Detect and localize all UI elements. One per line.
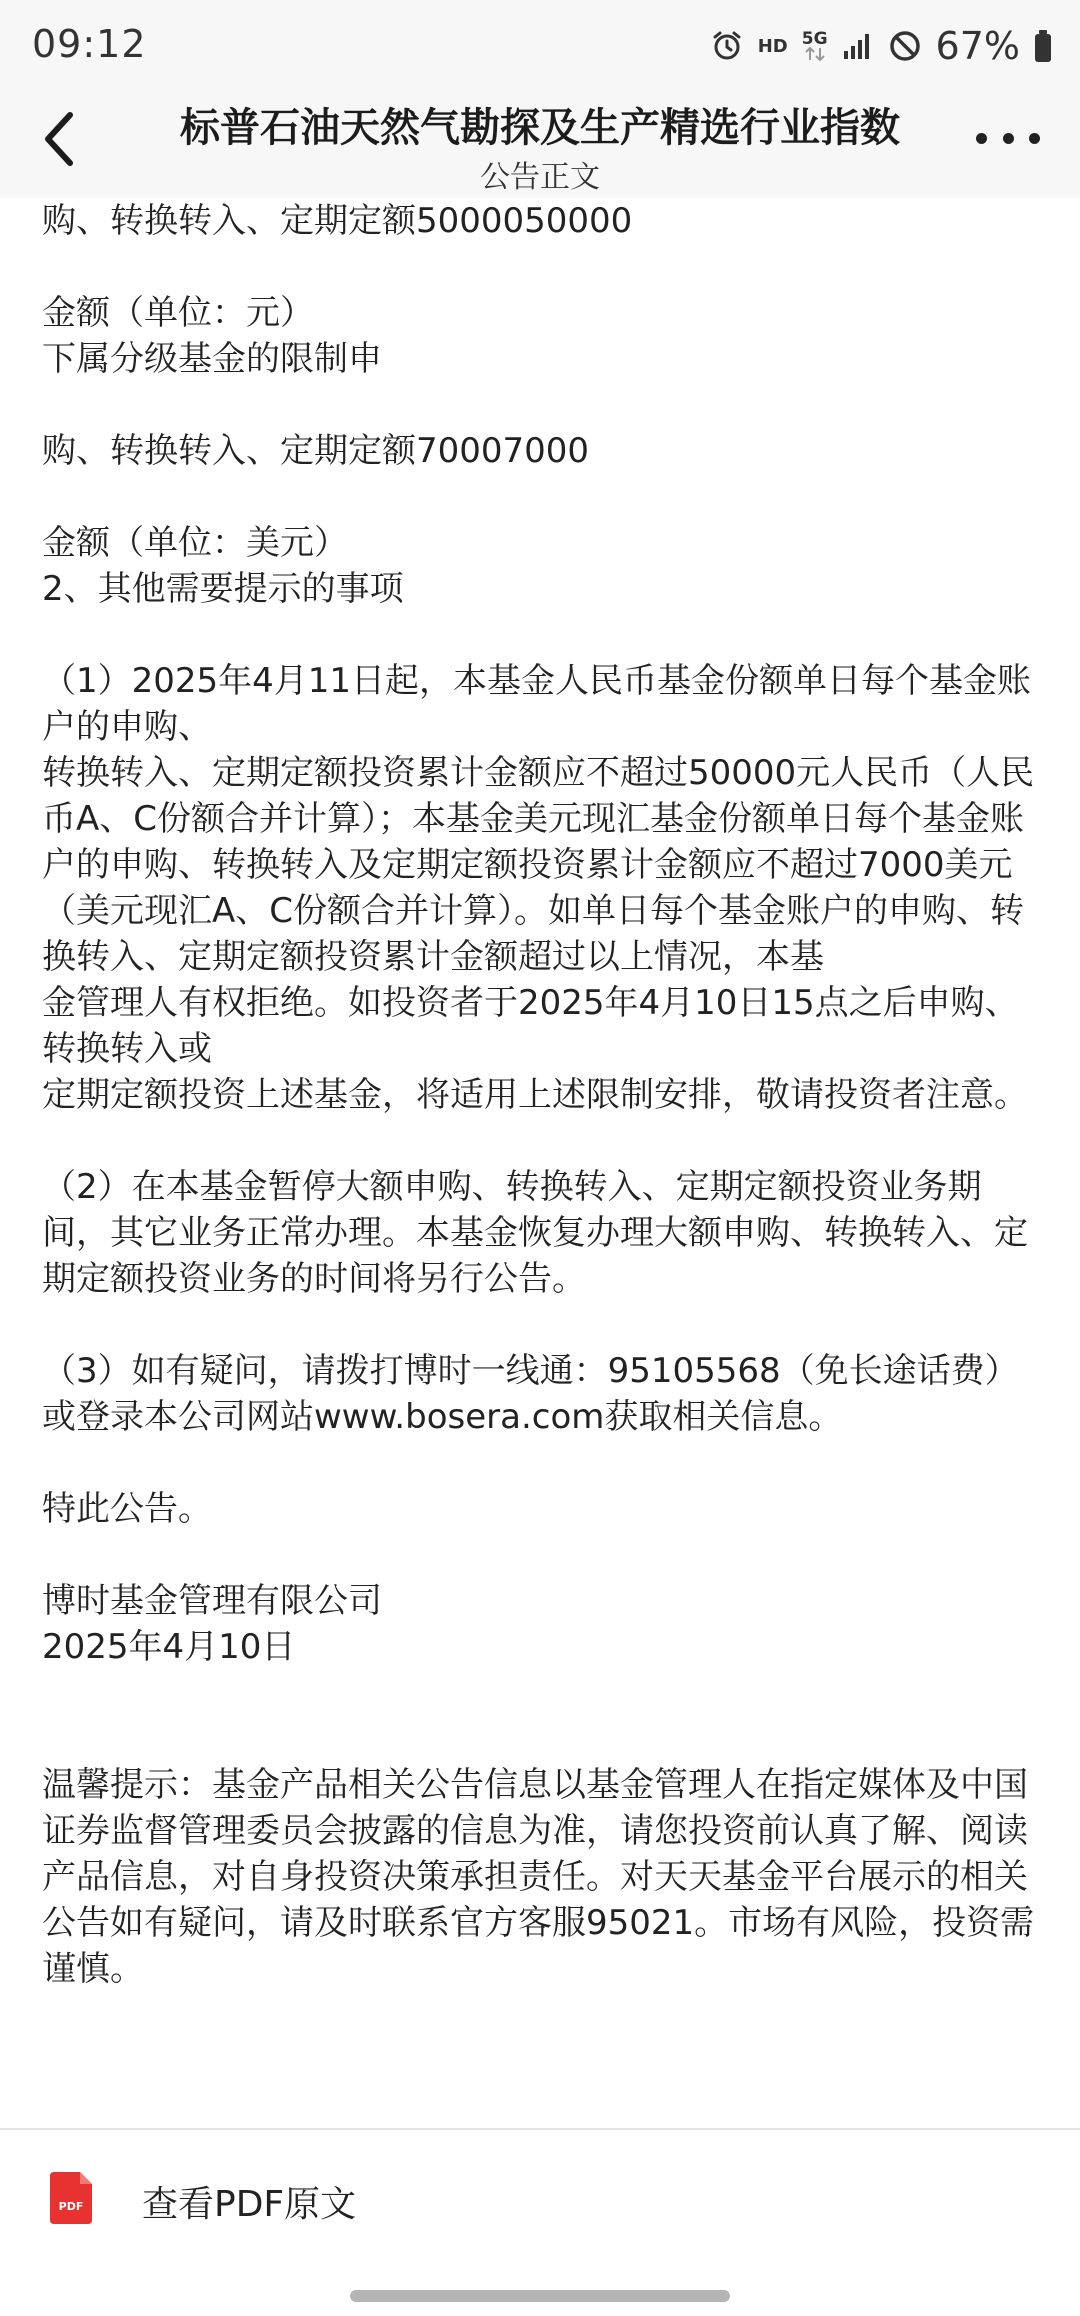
paragraph-gap bbox=[42, 1716, 1042, 1762]
announcement-body bbox=[42, 198, 1042, 1992]
battery-icon bbox=[1034, 29, 1052, 63]
paragraph-gap bbox=[42, 612, 1042, 658]
content-line: （2）在本基金暂停大额申购、转换转入、定期定额投资业务期间，其它业务正常办理。本基金恢复办理大额申购、转换转入、定期定额投资业务的时间将另行公告。 bbox=[42, 1167, 1028, 1299]
divider bbox=[0, 2128, 1080, 2130]
content-line: 2、其他需要提示的事项 bbox=[42, 569, 404, 609]
5g-label: 5G bbox=[801, 29, 828, 49]
paragraph-gap bbox=[42, 474, 1042, 520]
paragraph-gap bbox=[42, 382, 1042, 428]
status-icons bbox=[710, 22, 1052, 70]
pdf-badge-text: PDF bbox=[58, 2200, 84, 2213]
pdf-file-icon bbox=[48, 2170, 94, 2226]
view-pdf-label: 查看PDF原文 bbox=[142, 2184, 357, 2225]
status-bar bbox=[0, 0, 1080, 96]
paragraph-gap bbox=[42, 1302, 1042, 1348]
content-line: 金额（单位：元） bbox=[42, 293, 314, 333]
content-line: 购、转换转入、定期定额5000050000 bbox=[42, 201, 633, 241]
do-not-disturb-icon bbox=[888, 29, 922, 63]
content-line: 购、转换转入、定期定额70007000 bbox=[42, 431, 590, 471]
status-time: 09:12 bbox=[32, 22, 147, 66]
app-header bbox=[0, 96, 1080, 198]
content-line: （1）2025年4月11日起，本基金人民币基金份额单日每个基金账户的申购、 bbox=[42, 661, 1032, 747]
content-line: 金额（单位：美元） bbox=[42, 523, 348, 563]
content-line: 定期定额投资上述基金，将适用上述限制安排，敬请投资者注意。 bbox=[42, 1075, 1028, 1115]
company-name: 博时基金管理有限公司 bbox=[42, 1581, 382, 1621]
content-line: 转换转入、定期定额投资累计金额应不超过50000元人民币（人民币A、C份额合并计算）；本基金美元现汇基金份额单日每个基金账户的申购、转换转入及定期定额投资累计金额应不超过7000美元（美元现汇A、C份额合并计算）。如单日每个基金账户的申购、转换转入、定期定额投资累计金额超过以上情况，本基 bbox=[42, 753, 1035, 977]
hd-icon: HD bbox=[757, 35, 788, 57]
more-button[interactable] bbox=[976, 118, 1040, 158]
content-line: 金管理人有权拒绝。如投资者于2025年4月10日15点之后申购、转换转入或 bbox=[42, 983, 1019, 1069]
content-line: 特此公告。 bbox=[42, 1489, 212, 1529]
alarm-icon bbox=[710, 29, 744, 63]
page-title: 标普石油天然气勘探及生产精选行业指数 bbox=[180, 105, 900, 151]
content-line: （3）如有疑问，请拨打博时一线通：95105568（免长途话费）或登录本公司网站www.bosera.com获取相关信息。 bbox=[42, 1351, 1019, 1437]
chevron-left-icon bbox=[40, 109, 80, 169]
paragraph-gap bbox=[42, 1532, 1042, 1578]
paragraph-gap bbox=[42, 244, 1042, 290]
signal-icon bbox=[842, 31, 874, 61]
announcement-date: 2025年4月10日 bbox=[42, 1627, 296, 1667]
page-subtitle: 公告正文 bbox=[480, 160, 600, 195]
paragraph-gap bbox=[42, 1440, 1042, 1486]
home-indicator[interactable] bbox=[350, 2290, 730, 2302]
back-button[interactable] bbox=[28, 102, 92, 176]
more-dots-icon bbox=[976, 133, 987, 144]
more-dots-icon bbox=[1029, 133, 1040, 144]
paragraph-gap bbox=[42, 1118, 1042, 1164]
more-dots-icon bbox=[1003, 133, 1014, 144]
5g-icon bbox=[802, 31, 828, 61]
paragraph-gap bbox=[42, 1670, 1042, 1716]
content-line: 下属分级基金的限制申 bbox=[42, 339, 382, 379]
warm-tip: 温馨提示：基金产品相关公告信息以基金管理人在指定媒体及中国证券监督管理委员会披露的信息为准，请您投资前认真了解、阅读产品信息，对自身投资决策承担责任。对天天基金平台展示的相关公告如有疑问，请及时联系官方客服95021。市场有风险，投资需谨慎。 bbox=[42, 1765, 1035, 1989]
view-pdf-link[interactable] bbox=[0, 2150, 1080, 2250]
battery-percentage: 67% bbox=[935, 24, 1020, 68]
